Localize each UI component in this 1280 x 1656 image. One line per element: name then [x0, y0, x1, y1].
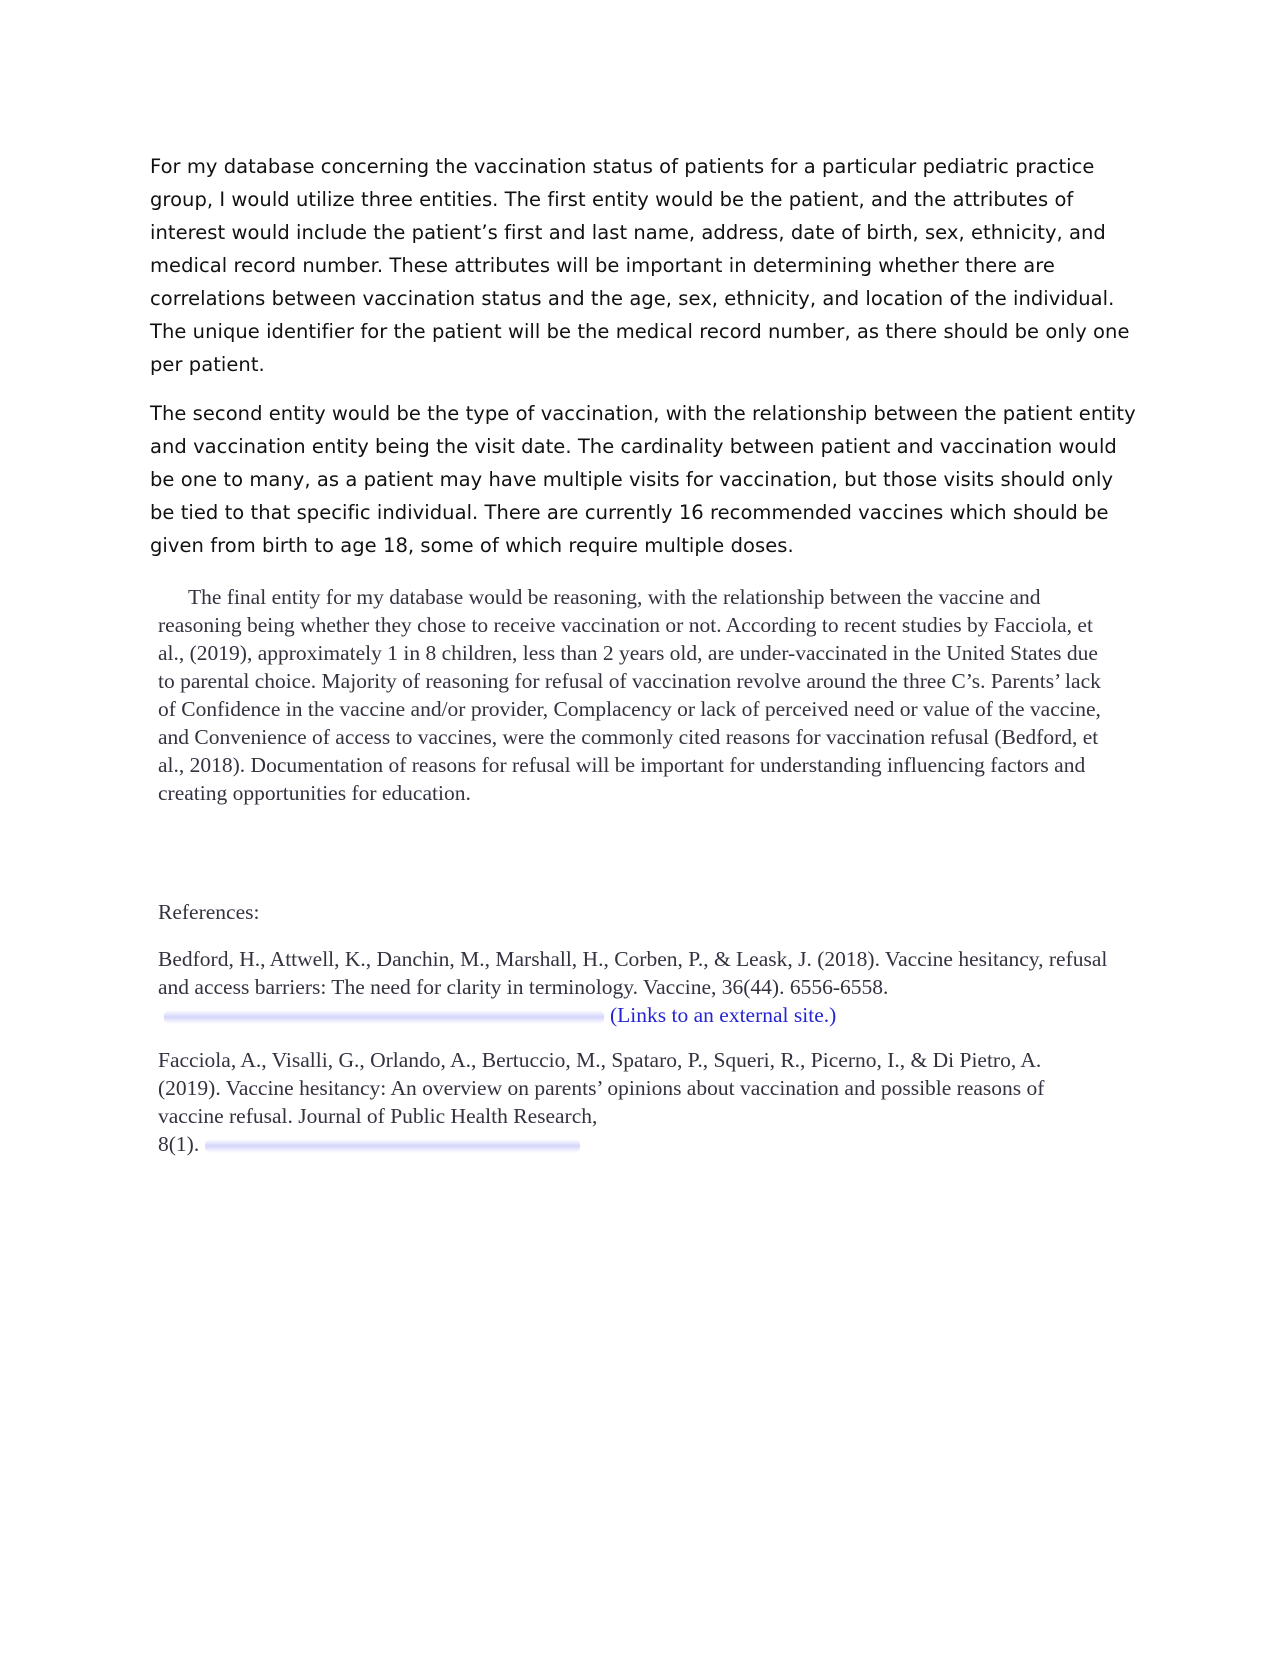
reference-text: Bedford, H., Attwell, K., Danchin, M., Marshall, H., Corben, P., & Leask, J. (2018). Vaccine hesitancy, refusal and access barriers: The need for clarity in terminology. Vaccine, 36(44). 6556-6558.: [158, 947, 1108, 999]
paragraph-reasoning-entity: [158, 583, 1108, 807]
references-heading: References:: [158, 900, 260, 924]
reference-bedford: [158, 945, 1108, 1029]
paragraph-text: For my database concerning the vaccination status of patients for a particular pediatric practice group, I would utilize three entities. The first entity would be the patient, and the attributes of interest would include the patient’s first and last name, address, date of birth, sex, ethnicity, and medical record number. These attributes will be important in determining whether there are correlations between vaccination status and the age, sex, ethnicity, and location of the individual. The unique identifier for the patient will be the medical record number, as there should be only one per patient.: [150, 155, 1130, 376]
paragraph-text: The final entity for my database would be reasoning, with the relationship between the vaccine and reasoning being whether they chose to receive vaccination or not. According to recent studies by Facciola, et al., (2019), approximately 1 in 8 children, less than 2 years old, are under-vaccinated in the United States due to parental choice. Majority of reasoning for refusal of vaccination revolve around the three C’s. Parents’ lack of Confidence in the vaccine and/or provider, Complacency or lack of perceived need or value of the vaccine, and Convenience of access to vaccines, were the commonly cited reasons for vaccination refusal (Bedford, et al., 2018). Documentation of reasons for refusal will be important for understanding influencing factors and creating opportunities for education.: [158, 585, 1101, 805]
reference-volume: 8(1).: [158, 1132, 200, 1156]
reference-text: Facciola, A., Visalli, G., Orlando, A., Bertuccio, M., Spataro, P., Squeri, R., Picerno, I., & Di Pietro, A. (2019). Vaccine hesitancy: An overview on parents’ opinions about vaccination and possible reasons of vaccine refusal. Journal of Public Health Research,: [158, 1048, 1045, 1128]
reference-entry: [158, 945, 1108, 1029]
paragraph-text-wrapper: [158, 583, 1108, 807]
paragraph-text: The second entity would be the type of vaccination, with the relationship between the patient entity and vaccination entity being the visit date. The cardinality between patient and vaccination would be one to many, as a patient may have multiple visits for vaccination, but those visits should only be tied to that specific individual. There are currently 16 recommended vaccines which should be given from birth to age 18, some of which require multiple doses.: [150, 402, 1136, 557]
paragraph-patient-entity: [150, 150, 1140, 381]
reference-facciola: [158, 1046, 1108, 1158]
redacted-link[interactable]: [164, 1010, 604, 1024]
redacted-link[interactable]: [205, 1139, 580, 1153]
reference-entry: [158, 1046, 1108, 1158]
external-link[interactable]: (Links to an external site.): [610, 1003, 837, 1027]
paragraph-vaccination-entity: [150, 397, 1140, 562]
